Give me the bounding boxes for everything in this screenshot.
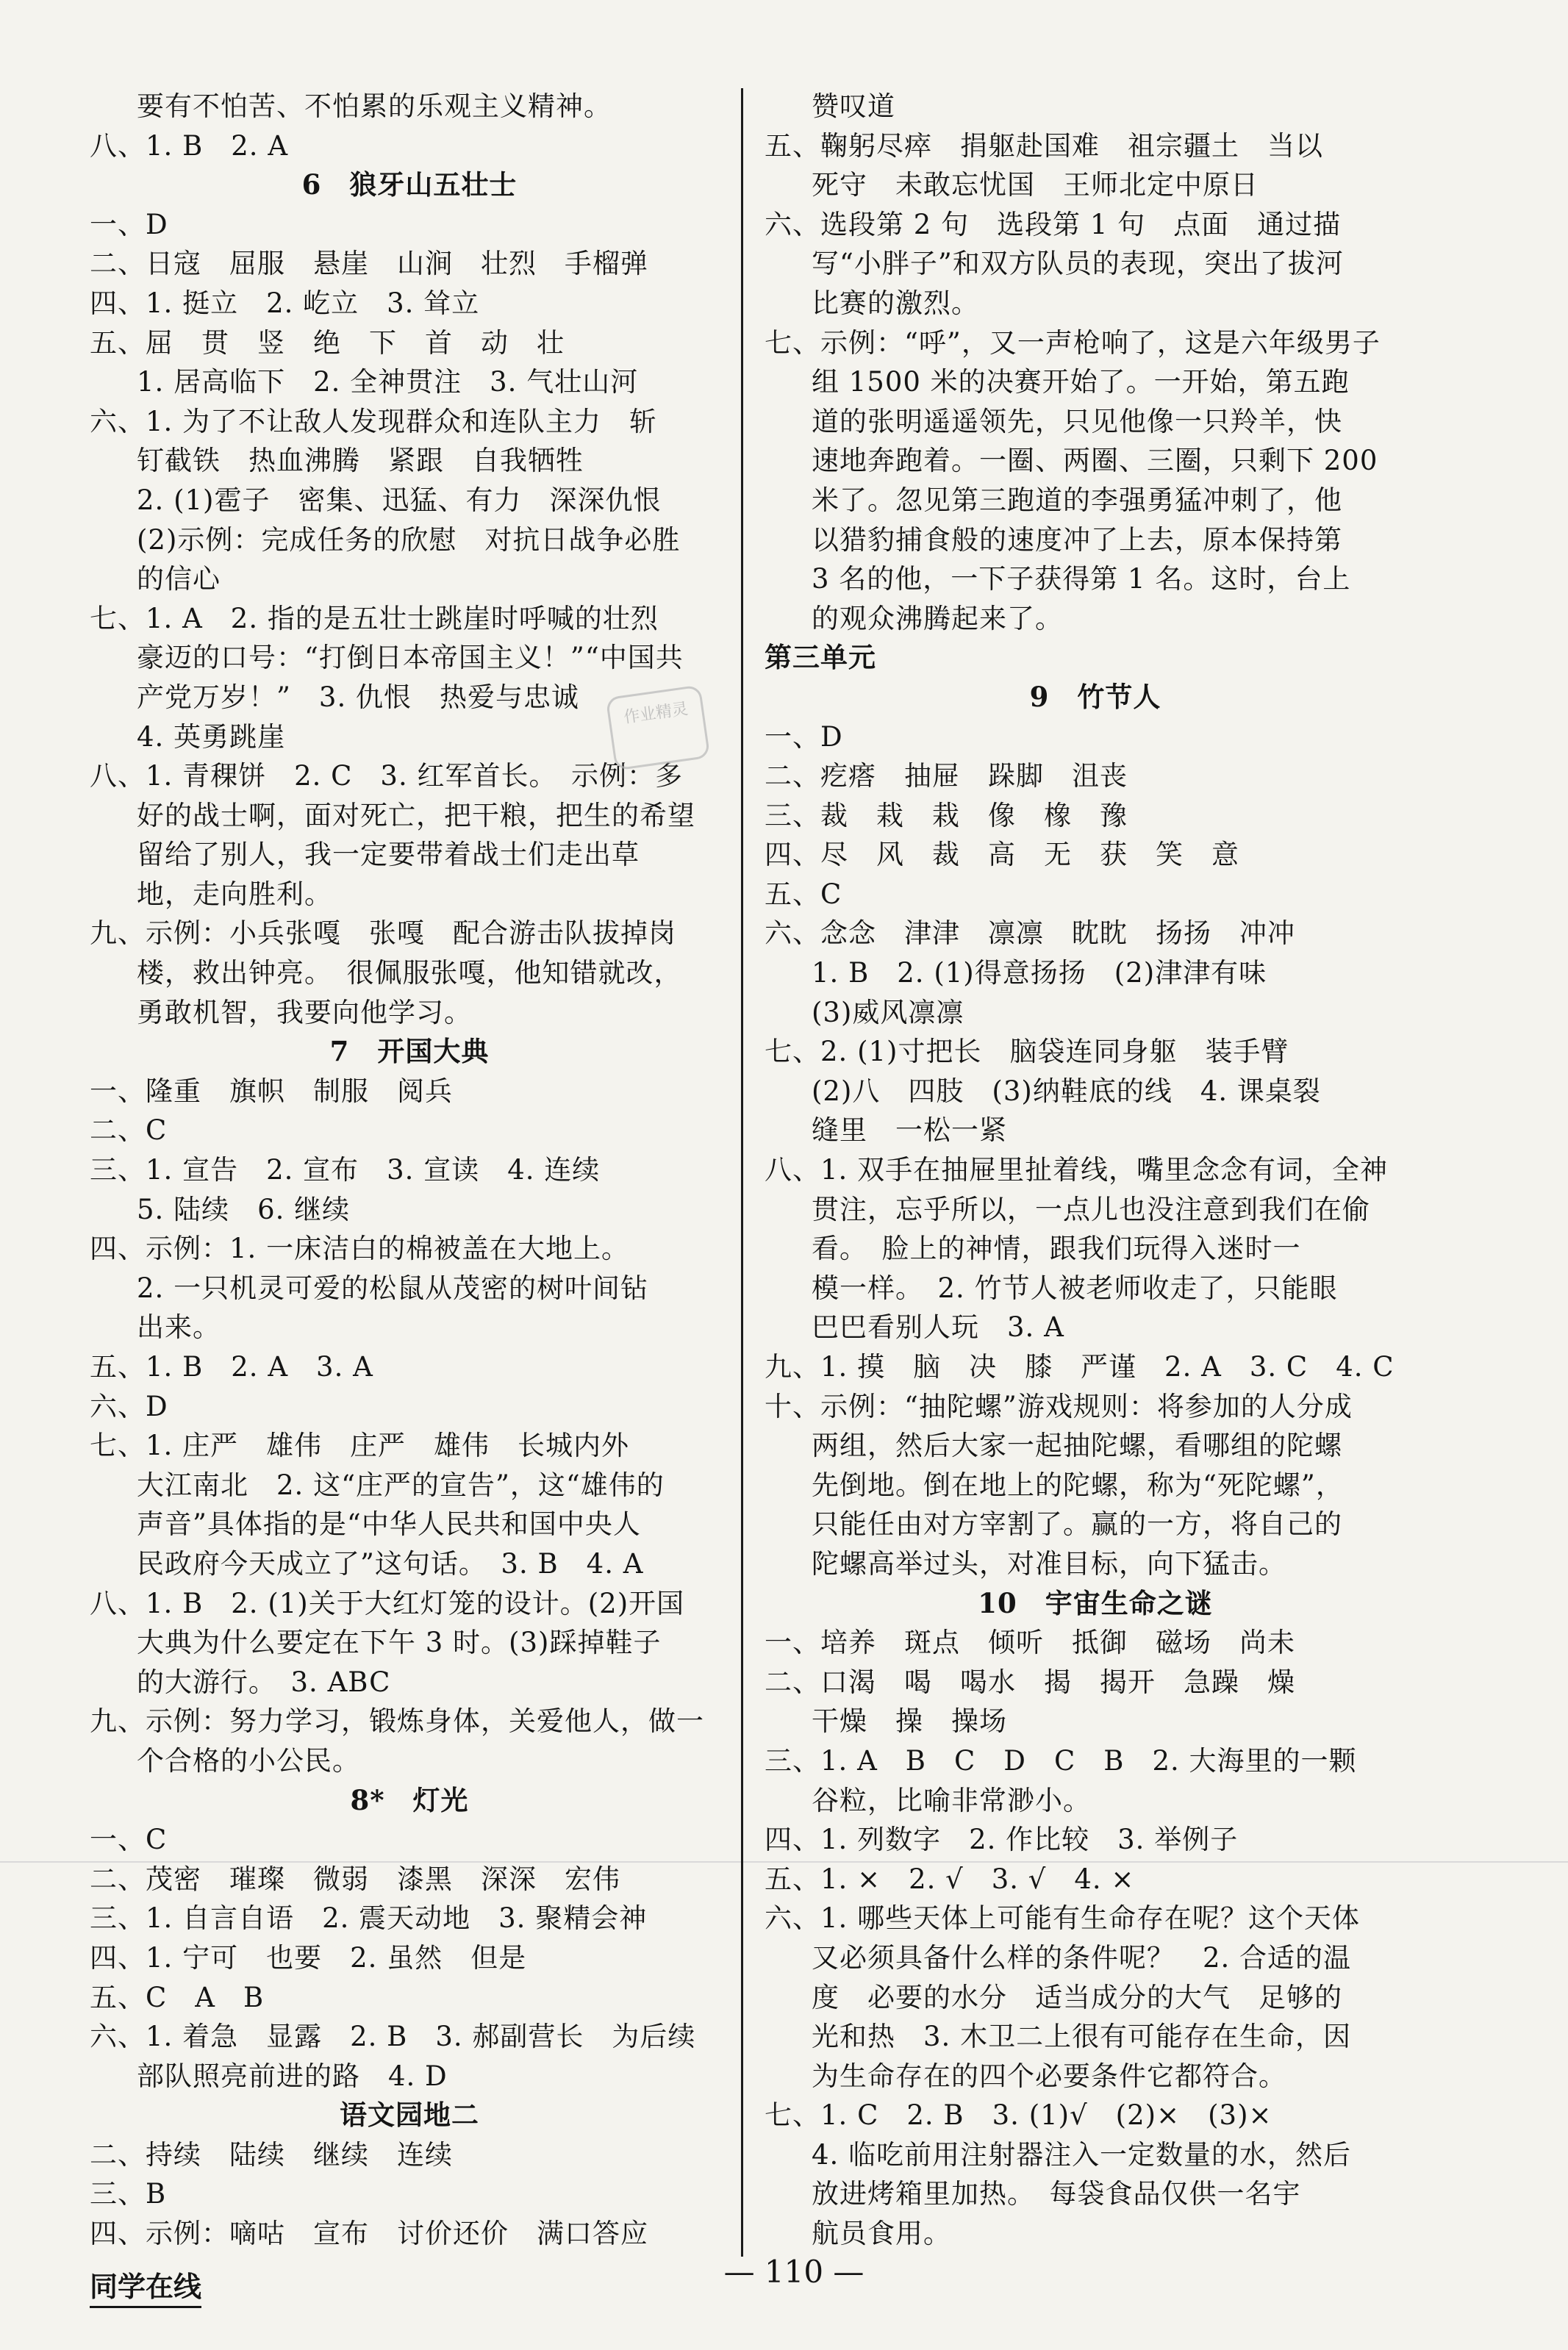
answer-line: 二、日寇 屈服 悬崖 山涧 壮烈 手榴弹: [90, 248, 648, 280]
answer-line: 十、示例：“抽陀螺”游戏规则：将参加的人分成: [765, 1390, 1353, 1422]
answer-line: 钉截铁 热血沸腾 紧跟 自我牺牲: [137, 445, 584, 477]
answer-line: 六、选段第 2 句 选段第 1 句 点面 通过描: [765, 208, 1342, 240]
answer-line: 六、1. 哪些天体上可能有生命存在呢？这个天体: [765, 1902, 1361, 1935]
answer-line: 七、2. (1)寸把长 脑袋连同身躯 装手臂: [765, 1036, 1289, 1068]
section-title: 6 狼牙山五壮士: [301, 168, 518, 201]
section-title: 7 开国大典: [329, 1035, 490, 1068]
answer-line: 八、1. 双手在抽屉里扯着线，嘴里念念有词，全神: [765, 1154, 1389, 1186]
section-title: 9 竹节人: [1029, 680, 1161, 713]
answer-line: 四、1. 列数字 2. 作比较 3. 举例子: [765, 1824, 1239, 1856]
section-title: 语文园地二: [340, 2099, 479, 2132]
answer-line: 航员食用。: [812, 2218, 951, 2250]
answer-line: 个合格的小公民。: [137, 1744, 360, 1777]
answer-line: 3 名的他，一下子获得第 1 名。这时，台上: [812, 563, 1351, 595]
answer-line: 九、1. 摸 脑 决 膝 严谨 2. A 3. C 4. C: [765, 1351, 1395, 1383]
answer-line: 1. 居高临下 2. 全神贯注 3. 气壮山河: [137, 366, 639, 398]
answer-line: 5. 陆续 6. 继续: [137, 1193, 351, 1225]
answer-line: 留给了别人，我一定要带着战士们走出草: [137, 839, 640, 871]
answer-line: 五、C A B: [90, 1981, 265, 2013]
answer-line: 巴巴看别人玩 3. A: [812, 1311, 1064, 1344]
answer-line: 第三单元: [765, 641, 876, 674]
answer-line: (3)威风凛凛: [812, 996, 964, 1028]
answer-line: 三、1. 自言自语 2. 震天动地 3. 聚精会神: [90, 1902, 648, 1935]
answer-line: 八、1. B 2. (1)关于大红灯笼的设计。(2)开国: [90, 1587, 685, 1619]
answer-line: 一、隆重 旗帜 制服 阅兵: [90, 1075, 453, 1107]
answer-line: 以猎豹捕食般的速度冲了上去，原本保持第: [812, 523, 1342, 556]
answer-line: 的信心: [137, 563, 221, 595]
answer-line: 为生命存在的四个必要条件它都符合。: [812, 2060, 1286, 2092]
answer-line: 五、鞠躬尽瘁 捐躯赴国难 祖宗疆土 当以: [765, 129, 1323, 162]
answer-line: 一、D: [765, 720, 843, 753]
answer-line: 四、1. 挺立 2. 屹立 3. 耸立: [90, 287, 480, 319]
answer-line: (2)示例：完成任务的欣慰 对抗日战争必胜: [137, 523, 681, 556]
answer-line: 模一样。 2. 竹节人被老师收走了，只能眼: [812, 1272, 1338, 1304]
answer-line: 大典为什么要定在下午 3 时。(3)踩掉鞋子: [137, 1627, 662, 1659]
answer-line: 楼，救出钟亮。 很佩服张嘎，他知错就改，: [137, 957, 682, 989]
column-divider: [741, 88, 743, 2257]
answer-line: 五、1. B 2. A 3. A: [90, 1351, 373, 1383]
answer-line: 组 1500 米的决赛开始了。一开始，第五跑: [812, 366, 1350, 398]
answer-line: 地，走向胜利。: [137, 878, 332, 910]
answer-line: 2. (1)雹子 密集、迅猛、有力 深深仇恨: [137, 484, 662, 516]
answer-line: 九、示例：小兵张嘎 张嘎 配合游击队拔掉岗: [90, 917, 676, 950]
answer-line: 产党万岁！” 3. 仇恨 热爱与忠诚: [137, 681, 579, 713]
answer-line: 光和热 3. 木卫二上很有可能存在生命，因: [812, 2021, 1352, 2053]
answer-line: 写“小胖子”和双方队员的表现，突出了拔河: [812, 248, 1344, 280]
answer-line: 大江南北 2. 这“庄严的宣告”，这“雄伟的: [137, 1469, 665, 1501]
answer-line: 赞叹道: [812, 90, 895, 122]
answer-line: 三、1. A B C D C B 2. 大海里的一颗: [765, 1744, 1357, 1777]
answer-line: 缝里 一松一紧: [812, 1114, 1007, 1147]
answer-line: 五、屈 贯 竖 绝 下 首 动 壮: [90, 326, 565, 359]
answer-line: 声音”具体指的是“中华人民共和国中央人: [137, 1508, 641, 1541]
left-column: [90, 87, 729, 2254]
answer-line: 二、口渴 喝 喝水 揭 揭开 急躁 燥: [765, 1666, 1295, 1698]
answer-line: 八、1. 青稞饼 2. C 3. 红军首长。 示例：多: [90, 760, 683, 792]
answer-line: 部队照亮前进的路 4. D: [137, 2060, 448, 2092]
answer-line: 4. 临吃前用注射器注入一定数量的水，然后: [812, 2138, 1352, 2171]
answer-line: 的观众沸腾起来了。: [812, 602, 1063, 634]
watermark-stamp: 作业精灵: [606, 684, 711, 770]
answer-line: 的大游行。 3. ABC: [137, 1666, 391, 1698]
answer-line: 五、1. × 2. √ 3. √ 4. ×: [765, 1863, 1135, 1895]
answer-line: 八、1. B 2. A: [90, 129, 289, 162]
answer-line: 两组，然后大家一起抽陀螺，看哪组的陀螺: [812, 1430, 1342, 1462]
answer-line: 二、疙瘩 抽屉 跺脚 沮丧: [765, 760, 1128, 792]
right-column: [765, 87, 1426, 2254]
answer-line: 放进烤箱里加热。 每袋食品仅供一名宇: [812, 2178, 1301, 2210]
answer-line: 一、培养 斑点 倾听 抵御 磁场 尚未: [765, 1627, 1295, 1659]
answer-line: 出来。: [137, 1311, 221, 1344]
page-number: — 110 —: [723, 2254, 864, 2290]
answer-line: 三、B: [90, 2178, 167, 2210]
answer-line: 六、D: [90, 1390, 168, 1422]
answer-line: 好的战士啊，面对死亡，把干粮，把生的希望: [137, 799, 695, 831]
answer-line: 又必须具备什么样的条件呢？ 2. 合适的温: [812, 1941, 1352, 1974]
answer-line: 1. B 2. (1)得意扬扬 (2)津津有味: [812, 957, 1267, 989]
answer-line: 四、尽 风 裁 高 无 获 笑 意: [765, 839, 1239, 871]
answer-line: 五、C: [765, 878, 842, 910]
answer-line: 二、持续 陆续 继续 连续: [90, 2138, 453, 2171]
answer-line: 三、1. 宣告 2. 宣布 3. 宣读 4. 连续: [90, 1154, 601, 1186]
answer-line: 谷粒，比喻非常渺小。: [812, 1784, 1091, 1816]
answer-line: 勇敢机智，我要向他学习。: [137, 996, 472, 1028]
answer-line: 陀螺高举过头，对准目标，向下猛击。: [812, 1547, 1286, 1580]
answer-line: 2. 一只机灵可爱的松鼠从茂密的树叶间钻: [137, 1272, 649, 1304]
answer-line: 贯注，忘乎所以，一点儿也没注意到我们在偷: [812, 1193, 1370, 1225]
section-title: 10 宇宙生命之谜: [978, 1586, 1213, 1619]
answer-line: 比赛的激烈。: [812, 287, 979, 319]
answer-line: (2)八 四肢 (3)纳鞋底的线 4. 课桌裂: [812, 1075, 1321, 1107]
answer-line: 道的张明遥遥领先，只见他像一只羚羊，快: [812, 405, 1342, 437]
answer-line: 四、示例：嘀咕 宣布 讨价还价 满口答应: [90, 2218, 648, 2250]
answer-line: 一、C: [90, 1824, 168, 1856]
answer-line: 六、1. 为了不让敌人发现群众和连队主力 斩: [90, 405, 658, 437]
answer-line: 速地奔跑着。一圈、两圈、三圈，只剩下 200: [812, 445, 1378, 477]
answer-line: 二、C: [90, 1114, 168, 1147]
answer-line: 干燥 操 操场: [812, 1705, 1007, 1738]
answer-line: 要有不怕苦、不怕累的乐观主义精神。: [137, 90, 612, 122]
section-title: 8* 灯光: [350, 1783, 469, 1816]
answer-line: 一、D: [90, 208, 168, 240]
answer-line: 只能任由对方宰割了。赢的一方，将自己的: [812, 1508, 1342, 1541]
answer-line: 四、1. 宁可 也要 2. 虽然 但是: [90, 1941, 527, 1974]
answer-line: 死守 未敢忘忧国 王师北定中原日: [812, 169, 1259, 201]
answer-line: 4. 英勇跳崖: [137, 720, 286, 753]
answer-line: 四、示例：1. 一床洁白的棉被盖在大地上。: [90, 1233, 630, 1265]
answer-line: 九、示例：努力学习，锻炼身体，关爱他人，做一: [90, 1705, 704, 1738]
answer-line: 三、裁 栽 栽 像 橡 豫: [765, 799, 1128, 831]
answer-line: 六、念念 津津 凛凛 眈眈 扬扬 冲冲: [765, 917, 1295, 950]
answer-line: 先倒地。倒在地上的陀螺，称为“死陀螺”，: [812, 1469, 1344, 1501]
answer-line: 七、1. A 2. 指的是五壮士跳崖时呼喊的壮烈: [90, 602, 659, 634]
answer-line: 豪迈的口号：“打倒日本帝国主义！”“中国共: [137, 642, 684, 674]
answer-line: 民政府今天成立了”这句话。 3. B 4. A: [137, 1547, 644, 1580]
answer-line: 二、茂密 璀璨 微弱 漆黑 深深 宏伟: [90, 1863, 620, 1895]
answer-line: 七、1. C 2. B 3. (1)√ (2)× (3)×: [765, 2099, 1272, 2132]
answer-line: 七、示例：“呼”，又一声枪响了，这是六年级男子: [765, 326, 1381, 359]
answer-line: 看。 脸上的神情，跟我们玩得入迷时一: [812, 1233, 1301, 1265]
answer-line: 度 必要的水分 适当成分的大气 足够的: [812, 1981, 1342, 2013]
answer-line: 米了。忽见第三跑道的李强勇猛冲刺了，他: [812, 484, 1342, 516]
footer-brand: 同学在线: [90, 2264, 201, 2308]
answer-line: 六、1. 着急 显露 2. B 3. 郝副营长 为后续: [90, 2021, 696, 2053]
answer-line: 七、1. 庄严 雄伟 庄严 雄伟 长城内外: [90, 1430, 630, 1462]
